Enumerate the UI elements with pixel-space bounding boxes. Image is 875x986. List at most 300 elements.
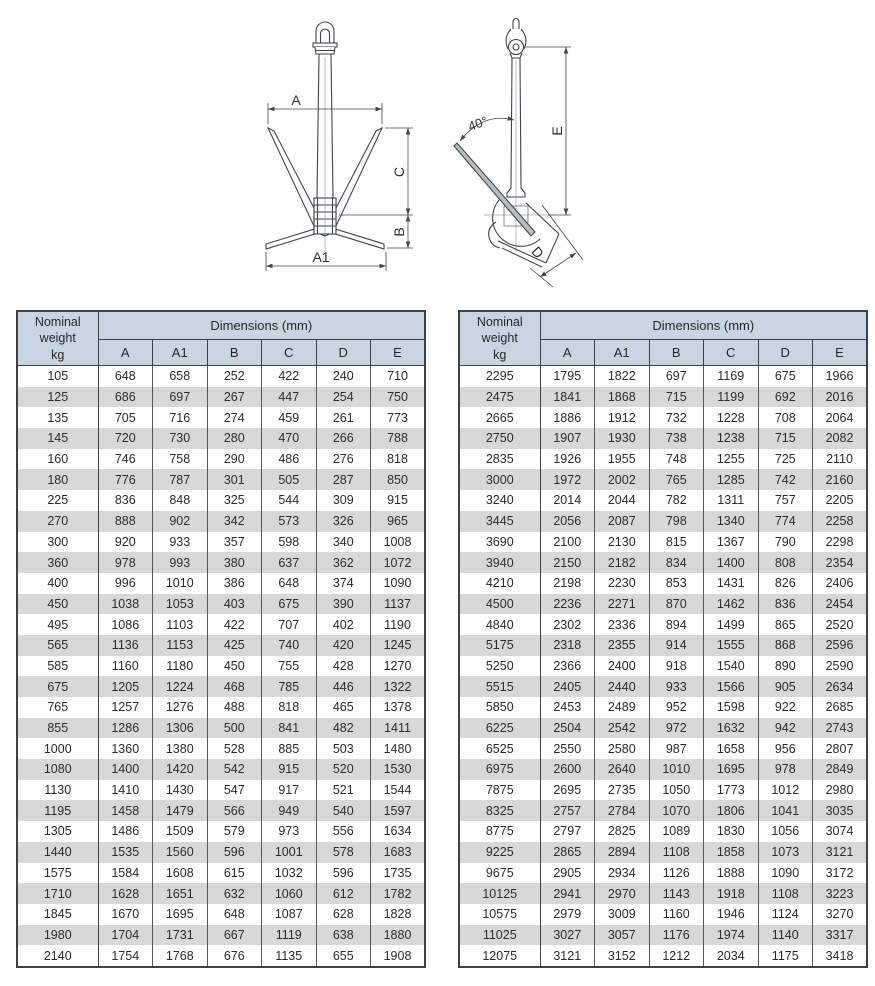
front-dimension-labels	[291, 92, 407, 265]
dimension-cell: 1169	[704, 366, 759, 387]
weight-cell: 3690	[459, 532, 540, 553]
dimension-cell: 2016	[813, 387, 868, 408]
dimension-cell: 1628	[98, 883, 153, 904]
dimension-cell: 2271	[595, 594, 650, 615]
dimension-cell: 1841	[540, 387, 595, 408]
dimension-cell: 254	[316, 387, 371, 408]
table-row	[17, 532, 425, 553]
table-row	[17, 469, 425, 490]
dimension-cell: 1886	[540, 407, 595, 428]
weight-cell: 4500	[459, 594, 540, 615]
dimension-cell: 628	[316, 904, 371, 925]
dimension-cell: 267	[207, 387, 262, 408]
weight-cell: 2665	[459, 407, 540, 428]
table-row	[17, 366, 425, 387]
dimension-cell: 2366	[540, 656, 595, 677]
dimension-cell: 1499	[704, 614, 759, 635]
dimension-cell: 667	[207, 925, 262, 946]
dimension-cell: 1540	[704, 656, 759, 677]
dimension-cell: 1806	[704, 800, 759, 821]
dimension-cell: 890	[758, 656, 813, 677]
dimension-cell: 420	[316, 635, 371, 656]
table-row	[459, 552, 867, 573]
dimension-cell: 1360	[98, 738, 153, 759]
dimension-cell: 2797	[540, 821, 595, 842]
weight-cell: 5515	[459, 676, 540, 697]
dimension-cell: 1560	[153, 842, 208, 863]
dimension-cell: 2044	[595, 490, 650, 511]
dimension-cell: 765	[649, 469, 704, 490]
dimension-cell: 1205	[98, 676, 153, 697]
dimension-cell: 287	[316, 469, 371, 490]
table-row	[459, 718, 867, 739]
dimension-cell: 1224	[153, 676, 208, 697]
dimension-cell: 342	[207, 511, 262, 532]
dimension-cell: 3223	[813, 883, 868, 904]
dimension-cell: 920	[98, 532, 153, 553]
dimension-cell: 1119	[262, 925, 317, 946]
dimension-cell: 915	[262, 759, 317, 780]
dimension-cell: 2354	[813, 552, 868, 573]
anchor-front-body	[266, 22, 384, 252]
dimension-cell: 3027	[540, 925, 595, 946]
table-row	[459, 387, 867, 408]
col-header-d: D	[316, 340, 371, 366]
dimension-cell: 1143	[649, 883, 704, 904]
dimension-cell: 1966	[813, 366, 868, 387]
dimension-cell: 894	[649, 614, 704, 635]
dimension-cell: 1410	[98, 780, 153, 801]
dimension-cell: 1795	[540, 366, 595, 387]
dimension-cell: 1056	[758, 821, 813, 842]
dimension-cell: 740	[262, 635, 317, 656]
dimension-cell: 2014	[540, 490, 595, 511]
table-row	[459, 428, 867, 449]
weight-cell: 300	[17, 532, 98, 553]
dimension-cell: 470	[262, 428, 317, 449]
dimension-cell: 725	[758, 449, 813, 470]
dimension-cell: 1070	[649, 800, 704, 821]
table-row	[459, 573, 867, 594]
table-row	[17, 387, 425, 408]
dimension-cell: 2087	[595, 511, 650, 532]
dimension-cell: 2596	[813, 635, 868, 656]
dimension-cell: 1270	[371, 656, 426, 677]
dimension-cell: 2236	[540, 594, 595, 615]
dimension-cell: 707	[262, 614, 317, 635]
dimension-cell: 1228	[704, 407, 759, 428]
weight-cell: 4210	[459, 573, 540, 594]
dimension-cell: 973	[262, 821, 317, 842]
dimension-cell: 1430	[153, 780, 208, 801]
dimension-cell: 2685	[813, 697, 868, 718]
dimension-cell: 2110	[813, 449, 868, 470]
dimension-cell: 3074	[813, 821, 868, 842]
dimension-cell: 3035	[813, 800, 868, 821]
dimension-cell: 578	[316, 842, 371, 863]
dimension-cell: 240	[316, 366, 371, 387]
dimension-cell: 1322	[371, 676, 426, 697]
dimension-cell: 1411	[371, 718, 426, 739]
table-row	[459, 469, 867, 490]
dim-label-c: C	[391, 166, 407, 178]
weight-cell: 565	[17, 635, 98, 656]
weight-cell: 1195	[17, 800, 98, 821]
dimension-cell: 1160	[649, 904, 704, 925]
dimension-cell: 918	[649, 656, 704, 677]
weight-cell: 360	[17, 552, 98, 573]
dimension-cell: 403	[207, 594, 262, 615]
dimension-cell: 826	[758, 573, 813, 594]
dimension-cell: 2205	[813, 490, 868, 511]
dimension-cell: 1773	[704, 780, 759, 801]
dimension-cell: 922	[758, 697, 813, 718]
dimension-cell: 1946	[704, 904, 759, 925]
dimension-cell: 1124	[758, 904, 813, 925]
dimension-cell: 380	[207, 552, 262, 573]
dimension-cell: 1136	[98, 635, 153, 656]
dimension-cell: 3270	[813, 904, 868, 925]
dimension-cell: 486	[262, 449, 317, 470]
table-row	[17, 594, 425, 615]
dimension-cell: 547	[207, 780, 262, 801]
table-row	[459, 676, 867, 697]
dimension-cell: 785	[262, 676, 317, 697]
dimension-cell: 1087	[262, 904, 317, 925]
weight-cell: 765	[17, 697, 98, 718]
dim-label-a1: A1	[312, 249, 330, 265]
dimension-cell: 1535	[98, 842, 153, 863]
weight-cell: 11025	[459, 925, 540, 946]
dimension-cell: 782	[649, 490, 704, 511]
weight-header-line3: kg	[51, 347, 65, 362]
dimension-cell: 596	[316, 863, 371, 884]
weight-cell: 5850	[459, 697, 540, 718]
table-row	[17, 656, 425, 677]
weight-cell: 8325	[459, 800, 540, 821]
weight-cell: 450	[17, 594, 98, 615]
dimension-cell: 1907	[540, 428, 595, 449]
weight-cell: 4840	[459, 614, 540, 635]
col-header-c: C	[262, 340, 317, 366]
weight-header-line2: weight	[481, 331, 518, 346]
dimension-cell: 1135	[262, 945, 317, 967]
dimension-cell: 1153	[153, 635, 208, 656]
dimension-cell: 2941	[540, 883, 595, 904]
table-row	[17, 676, 425, 697]
dimension-cell: 2082	[813, 428, 868, 449]
dimension-cell: 2002	[595, 469, 650, 490]
weight-cell: 1130	[17, 780, 98, 801]
weight-cell: 9225	[459, 842, 540, 863]
table-row	[17, 449, 425, 470]
dimension-cell: 675	[758, 366, 813, 387]
dimension-cell: 422	[262, 366, 317, 387]
dimension-cell: 675	[262, 594, 317, 615]
dimensions-table-right	[458, 310, 868, 968]
dimension-cell: 340	[316, 532, 371, 553]
dimension-cell: 2453	[540, 697, 595, 718]
dimension-cell: 755	[262, 656, 317, 677]
dimension-cell: 598	[262, 532, 317, 553]
weight-cell: 1440	[17, 842, 98, 863]
dimension-cell: 2934	[595, 863, 650, 884]
weight-cell: 9675	[459, 863, 540, 884]
dimension-cell: 1285	[704, 469, 759, 490]
weight-cell: 1710	[17, 883, 98, 904]
front-dimension-lines	[266, 103, 413, 271]
weight-cell: 675	[17, 676, 98, 697]
dimension-cell: 902	[153, 511, 208, 532]
table-body-left	[17, 366, 425, 967]
dimension-cell: 1632	[704, 718, 759, 739]
weight-cell: 3000	[459, 469, 540, 490]
dimension-cell: 1555	[704, 635, 759, 656]
dimension-cell: 1001	[262, 842, 317, 863]
dimension-cell: 2258	[813, 511, 868, 532]
weight-header-line1: Nominal	[476, 315, 523, 330]
dimension-cell: 1509	[153, 821, 208, 842]
dimension-cell: 1160	[98, 656, 153, 677]
table-row	[17, 552, 425, 573]
dimension-cell: 1378	[371, 697, 426, 718]
dimension-cell: 2849	[813, 759, 868, 780]
dimension-cell: 1257	[98, 697, 153, 718]
dimension-cell: 3172	[813, 863, 868, 884]
table-row	[17, 842, 425, 863]
weight-cell: 8775	[459, 821, 540, 842]
dimension-cell: 697	[649, 366, 704, 387]
dim-label-a: A	[291, 92, 301, 108]
table-row	[459, 883, 867, 904]
table-row	[459, 800, 867, 821]
col-header-a1: A1	[595, 340, 650, 366]
dimension-cell: 3121	[540, 945, 595, 967]
dimension-cell: 746	[98, 449, 153, 470]
weight-cell: 105	[17, 366, 98, 387]
dimension-cell: 447	[262, 387, 317, 408]
nominal-weight-header	[459, 311, 540, 366]
table-row	[17, 821, 425, 842]
dimension-cell: 2504	[540, 718, 595, 739]
table-row	[17, 697, 425, 718]
dimension-cell: 276	[316, 449, 371, 470]
dimension-cell: 1012	[758, 780, 813, 801]
dimension-cell: 3057	[595, 925, 650, 946]
dimension-cell: 708	[758, 407, 813, 428]
dimension-cell: 1735	[371, 863, 426, 884]
weight-cell: 2835	[459, 449, 540, 470]
dimension-cell: 648	[262, 573, 317, 594]
dimension-cell: 841	[262, 718, 317, 739]
table-row	[459, 780, 867, 801]
dimension-cell: 1060	[262, 883, 317, 904]
dimension-cell: 655	[316, 945, 371, 967]
dimension-cell: 1367	[704, 532, 759, 553]
dimension-cell: 1050	[649, 780, 704, 801]
dimension-cell: 742	[758, 469, 813, 490]
dimension-cell: 357	[207, 532, 262, 553]
dimension-cell: 274	[207, 407, 262, 428]
dimension-cell: 853	[649, 573, 704, 594]
dimension-cell: 573	[262, 511, 317, 532]
weight-cell: 135	[17, 407, 98, 428]
dimension-cell: 2894	[595, 842, 650, 863]
weight-cell: 1845	[17, 904, 98, 925]
dimension-cell: 446	[316, 676, 371, 697]
dimension-cell: 579	[207, 821, 262, 842]
dimension-cell: 637	[262, 552, 317, 573]
dimension-cell: 566	[207, 800, 262, 821]
dimension-cell: 1090	[371, 573, 426, 594]
dimension-cell: 2318	[540, 635, 595, 656]
dimension-cell: 710	[371, 366, 426, 387]
dimension-cell: 850	[371, 469, 426, 490]
dimension-cell: 2150	[540, 552, 595, 573]
dimension-cell: 686	[98, 387, 153, 408]
dim-label-d: D	[528, 243, 548, 262]
dimension-cell: 790	[758, 532, 813, 553]
table-row	[17, 614, 425, 635]
dimensions-table-left	[16, 310, 426, 968]
dimension-cell: 2355	[595, 635, 650, 656]
dimension-cell: 1695	[153, 904, 208, 925]
dimension-cell: 715	[758, 428, 813, 449]
dimension-cell: 915	[371, 490, 426, 511]
col-header-a: A	[540, 340, 595, 366]
dimension-cell: 540	[316, 800, 371, 821]
table-row	[17, 883, 425, 904]
nominal-weight-header	[17, 311, 98, 366]
dimension-cell: 2100	[540, 532, 595, 553]
dimension-cell: 2520	[813, 614, 868, 635]
dimension-cell: 1420	[153, 759, 208, 780]
table-row	[459, 532, 867, 553]
dimension-cell: 1912	[595, 407, 650, 428]
col-header-d: D	[758, 340, 813, 366]
dimension-cell: 933	[153, 532, 208, 553]
dimension-cell: 386	[207, 573, 262, 594]
dimension-cell: 1754	[98, 945, 153, 967]
dimension-cell: 818	[371, 449, 426, 470]
dimension-cell: 1238	[704, 428, 759, 449]
dimension-cell: 836	[758, 594, 813, 615]
weight-cell: 855	[17, 718, 98, 739]
weight-cell: 270	[17, 511, 98, 532]
dimension-cell: 1822	[595, 366, 650, 387]
dimension-cell: 730	[153, 428, 208, 449]
dimension-cell: 1608	[153, 863, 208, 884]
dimension-cell: 914	[649, 635, 704, 656]
dimension-cell: 750	[371, 387, 426, 408]
table-row	[459, 863, 867, 884]
dimension-cell: 1212	[649, 945, 704, 967]
dimension-cell: 402	[316, 614, 371, 635]
weight-cell: 10125	[459, 883, 540, 904]
dimension-cell: 815	[649, 532, 704, 553]
table-row	[459, 925, 867, 946]
dimension-cell: 933	[649, 676, 704, 697]
dimension-cell: 422	[207, 614, 262, 635]
table-row	[17, 635, 425, 656]
dimension-cell: 1380	[153, 738, 208, 759]
dimension-cell: 615	[207, 863, 262, 884]
dim-label-e: E	[549, 126, 565, 136]
dimension-cell: 459	[262, 407, 317, 428]
dimension-cell: 2980	[813, 780, 868, 801]
weight-cell: 6225	[459, 718, 540, 739]
dimension-cell: 705	[98, 407, 153, 428]
dimension-cell: 757	[758, 490, 813, 511]
dimension-cell: 362	[316, 552, 371, 573]
dimension-cell: 326	[316, 511, 371, 532]
dimension-cell: 1086	[98, 614, 153, 635]
dimension-cell: 956	[758, 738, 813, 759]
dimension-cell: 1255	[704, 449, 759, 470]
dimension-cell: 252	[207, 366, 262, 387]
weight-cell: 12075	[459, 945, 540, 967]
dimension-cell: 556	[316, 821, 371, 842]
dimension-cell: 1930	[595, 428, 650, 449]
dimension-cell: 868	[758, 635, 813, 656]
dimension-cell: 2640	[595, 759, 650, 780]
weight-cell: 3445	[459, 511, 540, 532]
table-row	[459, 945, 867, 967]
dimension-cell: 1670	[98, 904, 153, 925]
dimension-cell: 2970	[595, 883, 650, 904]
table-row	[459, 366, 867, 387]
dimension-cell: 309	[316, 490, 371, 511]
dimension-cell: 3418	[813, 945, 868, 967]
dimension-cell: 758	[153, 449, 208, 470]
dimension-cell: 1544	[371, 780, 426, 801]
dimension-cell: 1634	[371, 821, 426, 842]
dimension-cell: 1480	[371, 738, 426, 759]
dimension-cell: 870	[649, 594, 704, 615]
dimension-cell: 325	[207, 490, 262, 511]
dimension-cell: 993	[153, 552, 208, 573]
table-row	[459, 594, 867, 615]
dimension-cell: 1073	[758, 842, 813, 863]
dimension-cell: 836	[98, 490, 153, 511]
dimension-cell: 1276	[153, 697, 208, 718]
dimension-cell: 1955	[595, 449, 650, 470]
weight-cell: 6975	[459, 759, 540, 780]
dimensions-header: Dimensions (mm)	[98, 311, 425, 340]
dimension-cell: 1175	[758, 945, 813, 967]
dimension-cell: 1972	[540, 469, 595, 490]
dimension-cell: 1108	[758, 883, 813, 904]
dimension-cell: 520	[316, 759, 371, 780]
weight-cell: 2140	[17, 945, 98, 967]
dimension-cell: 1530	[371, 759, 426, 780]
dimension-cell: 1400	[98, 759, 153, 780]
table-row	[17, 780, 425, 801]
dimension-cell: 1108	[649, 842, 704, 863]
dimension-cell: 949	[262, 800, 317, 821]
angle-label: 40°	[466, 113, 490, 134]
dimension-cell: 374	[316, 573, 371, 594]
dimension-cell: 2784	[595, 800, 650, 821]
table-row	[17, 800, 425, 821]
weight-cell: 2475	[459, 387, 540, 408]
table-row	[459, 449, 867, 470]
col-header-b: B	[649, 340, 704, 366]
dimension-cell: 716	[153, 407, 208, 428]
dimension-cell: 1651	[153, 883, 208, 904]
dimension-cell: 2807	[813, 738, 868, 759]
dimension-cell: 738	[649, 428, 704, 449]
